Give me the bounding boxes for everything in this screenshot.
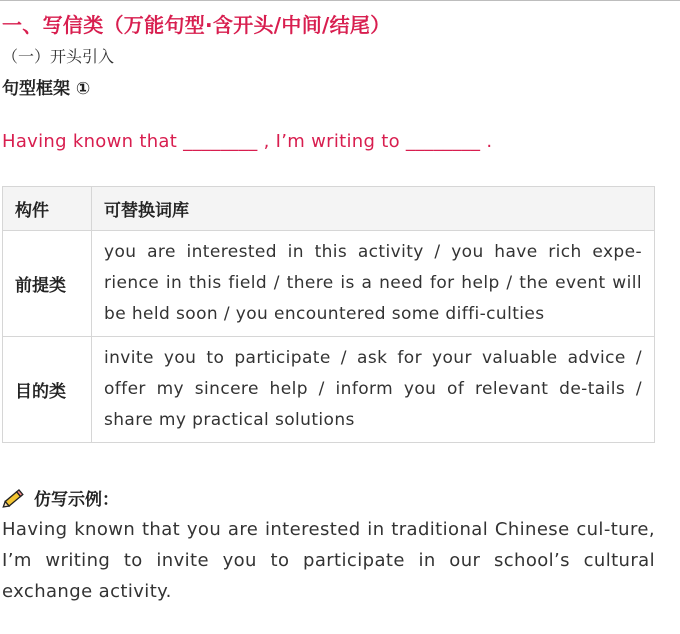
column-header-component: 构件 <box>3 187 92 231</box>
table-row <box>3 337 655 443</box>
template-sentence: Having known that ________ , I’m writing to ________ . <box>2 131 493 152</box>
table-row <box>3 231 655 337</box>
row-content: invite you to participate / ask for your valuable advice / offer my sincere help / inform you of relevant de-tails / share my practical solutions <box>92 337 655 443</box>
table-header-row <box>3 187 655 231</box>
example-text: Having known that you are interested in traditional Chinese cul-ture, I’m writing to invite you to participate in our school’s cultural exchange activity. <box>2 519 655 602</box>
row-label: 前提类 <box>3 231 92 337</box>
row-label: 目的类 <box>3 337 92 443</box>
section-heading: 一、写信类（万能句型·含开头/中间/结尾） <box>2 13 391 37</box>
column-header-vocabulary: 可替换词库 <box>92 187 655 231</box>
top-divider <box>0 0 680 1</box>
example-label: 仿写示例： <box>34 490 119 510</box>
frame-label: 句型框架 ① <box>2 79 91 99</box>
vocabulary-table <box>2 186 655 443</box>
row-content: you are interested in this activity / you have rich expe-rience in this field / there is a need for help / the event will be held soon / you encountered some diffi-culties <box>92 231 655 337</box>
example-heading <box>2 485 119 510</box>
subsection-heading: （一）开头引入 <box>2 47 115 66</box>
pencil-icon <box>2 488 26 508</box>
